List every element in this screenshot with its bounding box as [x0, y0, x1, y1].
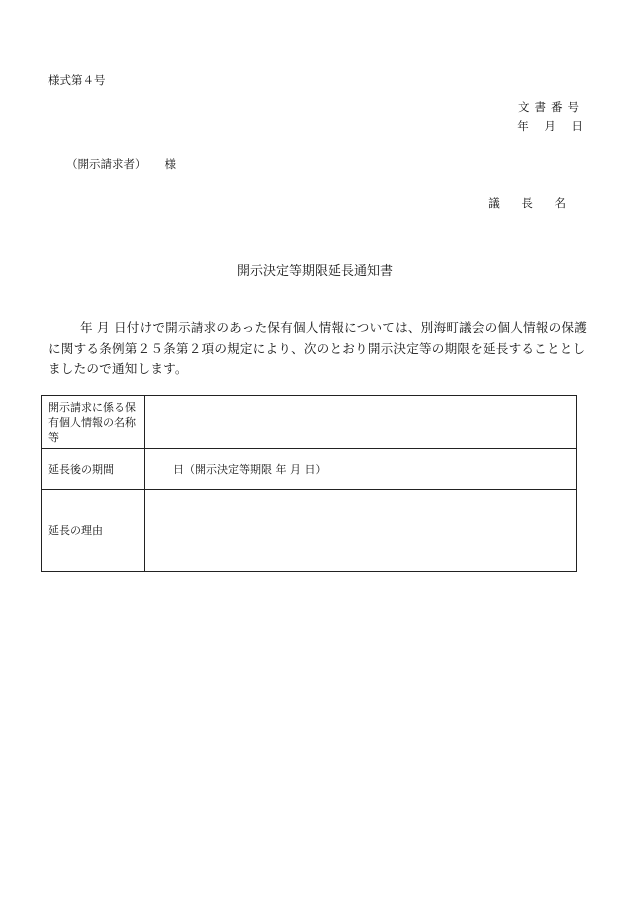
table-row	[42, 490, 577, 572]
row-label-extension-reason: 延長の理由	[42, 490, 145, 572]
table-row	[42, 396, 577, 449]
chairman-name: 議 長 名	[488, 196, 570, 210]
body-text: 年 月 日付けで開示請求のあった保有個人情報については、別海町議会の個人情報の保護に関する条例第２５条第２項の規定により、次のとおり開示決定等の期限を延長することとしましたので通知します。	[48, 320, 587, 376]
row-value-extension-reason	[145, 490, 577, 572]
document-title: 開示決定等期限延長通知書	[236, 264, 393, 279]
body-paragraph	[48, 318, 588, 380]
addressee	[66, 156, 176, 172]
row-label-info-name: 開示請求に係る保有個人情報の名称等	[42, 396, 145, 449]
row-label-extended-period: 延長後の期間	[42, 449, 145, 490]
document-number-label: 文書番号	[518, 100, 584, 114]
row-value-info-name	[145, 396, 577, 449]
addressee-name: （開示請求者）	[66, 157, 147, 171]
addressee-suffix: 様	[164, 157, 176, 171]
row-value-extended-period: 日（開示決定等期限 年 月 日）	[145, 449, 577, 490]
table-row	[42, 449, 577, 490]
info-table	[41, 395, 577, 572]
date-label: 年 月 日	[517, 119, 584, 133]
form-number: 様式第４号	[48, 73, 106, 87]
